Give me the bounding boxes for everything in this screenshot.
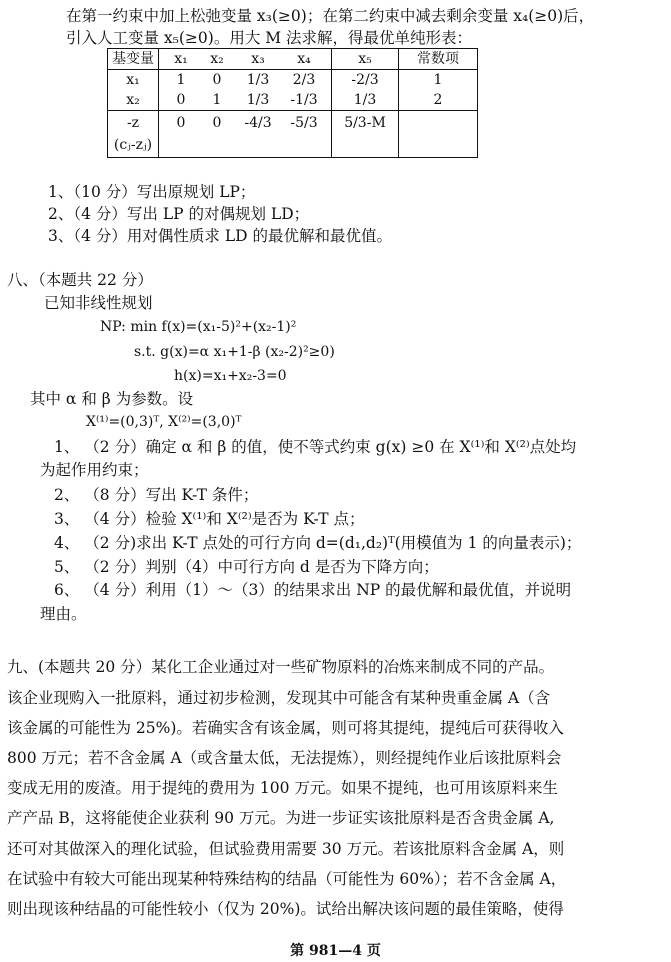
table-row [108, 70, 478, 91]
row1-x5: -2/3 [332, 70, 399, 91]
header-x4: x₄ [297, 51, 311, 67]
q9-line-1: 九、(本题共 20 分）某化工企业通过对一些矿物原料的冶炼来制成不同的产品。 [7, 658, 555, 676]
row2-x3: 1/3 [246, 92, 270, 108]
row1-x4: 2/3 [292, 72, 316, 88]
q9-line-2: 该企业现购入一批原料，通过初步检测，发现其中可能含有某种贵重金属 A（含 [7, 689, 551, 707]
q8-item-2: 2、 （8 分）写出 K-T 条件； [54, 486, 259, 504]
header-vars [159, 49, 332, 70]
row3-vars [159, 111, 332, 158]
row3-basis [108, 111, 159, 158]
q8-np-line: NP: min f(x)=(x₁-5)²+(x₂-1)² [100, 319, 297, 335]
row2-rhs: 2 [399, 90, 478, 111]
row3-basis-cz: (cⱼ-zⱼ) [113, 137, 153, 153]
row1-vars [159, 70, 332, 91]
q9-line-9: 则出现该种结晶的可能性较小（仅为 20%)。试给出解决该问题的最佳策略，使得 [7, 900, 564, 918]
row2-x4: -1/3 [290, 92, 318, 108]
q8-item-6a: 6、 （4 分）利用（1）～（3）的结果求出 NP 的最优解和最优值，并说明 [54, 581, 572, 599]
q8-item-6b: 理由。 [40, 605, 87, 623]
table-row [108, 90, 478, 111]
q8-intro: 已知非线性规划 [44, 294, 153, 312]
q9-line-4: 800 万元；若不含金属 A（或含量太低，无法提炼），则经提纯作业后该批原料会 [7, 749, 562, 767]
row3-x1: 0 [176, 115, 186, 131]
header-x2: x₂ [210, 51, 224, 67]
q8-item-1b: 为起作用约束； [40, 461, 149, 479]
row3-x2: 0 [212, 115, 222, 131]
header-x3: x₃ [251, 51, 265, 67]
q9-line-6: 产产品 B，这将能使企业获利 90 万元。为进一步证实该批原料是否含贵金属 A, [7, 809, 555, 827]
intro-line-1: 在第一约束中加上松弛变量 x₃(≥0)；在第二约束中减去剩余变量 x₄(≥0)后， [66, 7, 595, 25]
simplex-table [107, 48, 478, 158]
q9-line-7: 还可对其做深入的理化试验，但试验费用需要 30 万元。若该批原料含金属 A，则 [7, 840, 565, 858]
row1-x1: 1 [176, 72, 186, 88]
row1-x3: 1/3 [246, 72, 270, 88]
header-x1: x₁ [174, 51, 188, 67]
row2-vars [159, 90, 332, 111]
row1-basis: x₁ [108, 70, 159, 91]
q7-item-1: 1、（10 分）写出原规划 LP； [48, 183, 256, 201]
row3-x4: -5/3 [290, 115, 318, 131]
q8-item-1a: 1、 （2 分）确定 α 和 β 的值，使不等式约束 g(x) ≥0 在 X⁽¹⁾和 X⁽²⁾点处均 [54, 438, 577, 456]
row2-x1: 0 [176, 92, 186, 108]
row3-x5: 5/3-M [332, 111, 399, 158]
header-basis: 基变量 [108, 49, 159, 70]
row1-rhs: 1 [399, 70, 478, 91]
q8-item-5: 5、 （2 分）判别（4）中可行方向 d 是否为下降方向； [54, 558, 439, 576]
q7-item-2: 2、（4 分）写出 LP 的对偶规划 LD； [48, 205, 310, 223]
q8-item-4: 4、 （2 分)求出 K-T 点处的可行方向 d=(d₁,d₂)ᵀ(用模值为 1 的向量表示)； [54, 534, 582, 552]
q9-line-5: 变成无用的废渣。用于提纯的费用为 100 万元。如果不提纯，也可用该原料来生 [7, 779, 558, 797]
q8-item-3: 3、 （4 分）检验 X⁽¹⁾和 X⁽²⁾是否为 K-T 点； [54, 510, 365, 528]
table-header-row [108, 49, 478, 70]
header-rhs: 常数项 [399, 49, 478, 70]
row2-x2: 1 [212, 92, 222, 108]
intro-line-2: 引入人工变量 x₅(≥0)。用大 M 法求解，得最优单纯形表： [66, 29, 473, 47]
header-x5: x₅ [332, 49, 399, 70]
table-row [108, 111, 478, 158]
q8-h-line: h(x)=x₁+x₂-3=0 [174, 368, 287, 384]
page-number: 第 981—4 页 [290, 943, 381, 959]
row1-x2: 0 [212, 72, 222, 88]
q8-params: 其中 α 和 β 为参数。设 [30, 390, 194, 408]
q8-st-line: s.t. g(x)=α x₁+1-β (x₂-2)²≥0) [134, 344, 335, 360]
row3-x3: -4/3 [244, 115, 272, 131]
row3-basis-z: -z [126, 115, 140, 131]
q9-line-8: 在试验中有较大可能出现某种特殊结构的结晶（可能性为 60%）；若不含金属 A， [7, 870, 567, 888]
q8-points: X⁽¹⁾=(0,3)ᵀ, X⁽²⁾=(3,0)ᵀ [86, 414, 242, 430]
row3-rhs [399, 111, 478, 158]
q9-line-3: 该金属的可能性为 25%)。若确实含有该金属，则可将其提纯，提纯后可获得收入 [7, 719, 564, 737]
q7-item-3: 3、（4 分）用对偶性质求 LD 的最优解和最优值。 [48, 227, 392, 245]
q8-heading: 八、（本题共 22 分） [7, 271, 153, 289]
row2-x5: 1/3 [332, 90, 399, 111]
row2-basis: x₂ [108, 90, 159, 111]
